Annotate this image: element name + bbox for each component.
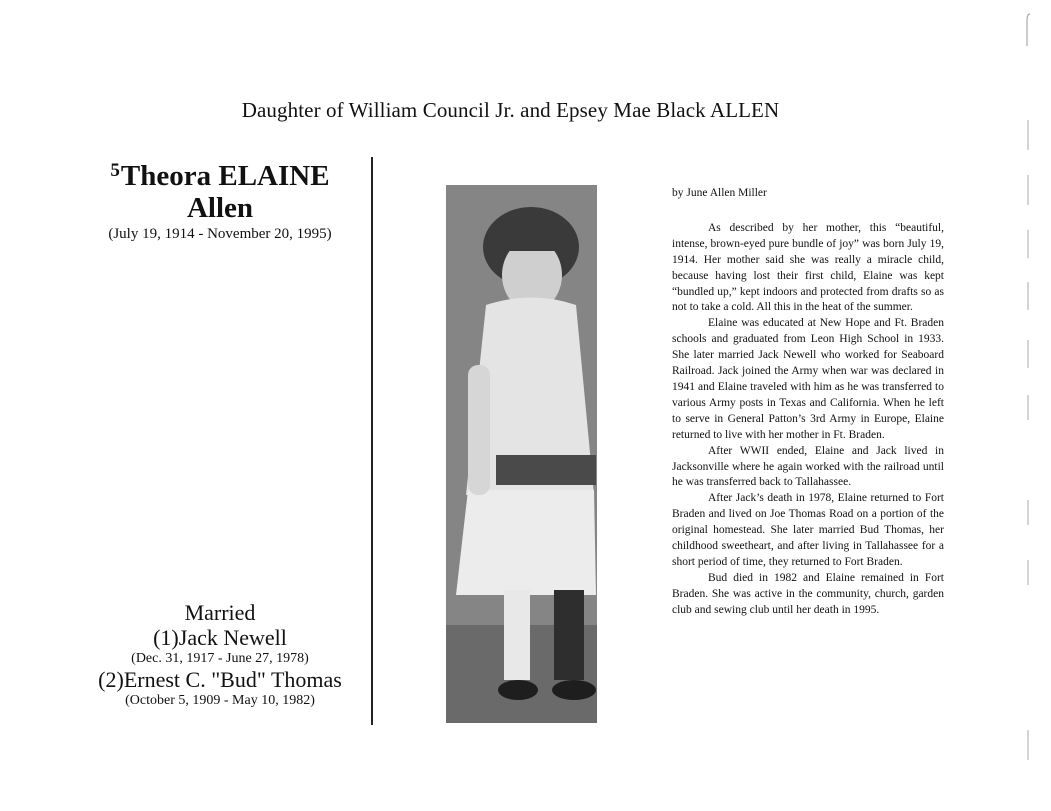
spouse-1-dates: (Dec. 31, 1917 - June 27, 1978) <box>131 651 309 666</box>
person-first-names: Theora ELAINE <box>120 160 330 192</box>
person-name-line1 <box>70 155 370 192</box>
column-divider <box>371 157 373 725</box>
portrait-photo <box>446 185 597 723</box>
article-paragraph: After Jack’s death in 1978, Elaine returned to Fort Braden and lived on Joe Thomas Road on a portion of the original homestead. She later married Bud Thomas, her childhood sweetheart, and after living in Tallahassee for a short period of time, they returned to Fort Braden. <box>672 492 944 568</box>
person-block <box>70 155 370 243</box>
header-title: Daughter of William Council Jr. and Epsey Mae Black ALLEN <box>241 98 780 122</box>
article-byline: by June Allen Miller <box>672 187 767 199</box>
spouse-1-name: (1)Jack Newell <box>153 625 287 650</box>
child-portrait-illustration <box>446 185 597 723</box>
article-paragraph: Bud died in 1982 and Elaine remained in Fort Braden. She was active in the community, church, garden club and sewing club until her death in 1995. <box>672 571 944 616</box>
page-header <box>0 98 1021 123</box>
person-lifespan: (July 19, 1914 - November 20, 1995) <box>108 226 332 242</box>
article-paragraph: As described by her mother, this “beautiful, intense, brown-eyed pure bundle of joy” was born July 19, 1914. Her mother said she was really a miracle child, because having lost their first child, Elaine was kept “bundled up,” kept indoors and protected from drafts so as not to take a cold. All this in the heat of the summer. <box>672 221 944 314</box>
spouse-2-dates: (October 5, 1909 - May 10, 1982) <box>125 693 315 708</box>
person-surname: Allen <box>186 192 254 224</box>
married-label: Married <box>184 600 256 625</box>
article-paragraph: After WWII ended, Elaine and Jack lived in Jacksonville where he again worked with the railroad until he was transferred back to Tallahassee. <box>672 444 944 489</box>
binder-edge-marks <box>1024 0 1044 811</box>
marriages-block <box>70 600 370 710</box>
biography-article <box>672 186 944 619</box>
spouse-2-name: (2)Ernest C. "Bud" Thomas <box>98 667 342 692</box>
generation-number: 5 <box>110 160 120 181</box>
article-paragraph: Elaine was educated at New Hope and Ft. Braden schools and graduated from Leon High School in 1933. She later married Jack Newell who worked for Seaboard Railroad. Jack joined the Army when war was declared in 1941 and Elaine traveled with him as he was transferred to various Army posts in Texas and California. When he left to serve in General Patton’s 3rd Army in Europe, Elaine returned to live with her mother in Ft. Braden. <box>672 317 944 441</box>
